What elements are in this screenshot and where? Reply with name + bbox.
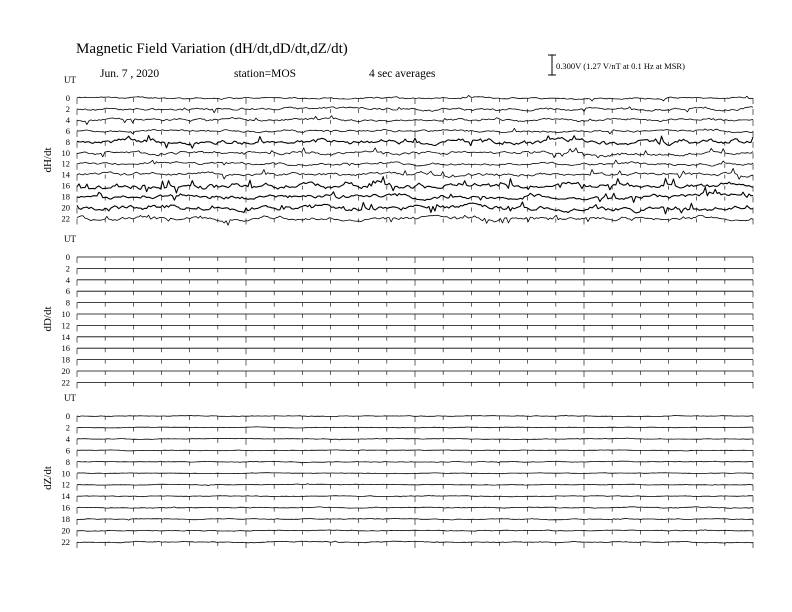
ut-row-label: 4 — [65, 114, 70, 125]
ut-row-label: 18 — [61, 514, 70, 525]
ut-row-label: 8 — [65, 456, 70, 467]
ut-row-label: 2 — [65, 263, 70, 274]
ut-row-label: 6 — [65, 445, 70, 456]
ut-axis-label: UT — [64, 75, 76, 85]
ut-row-label: 2 — [65, 103, 70, 114]
panel-dzdt — [42, 393, 753, 548]
ut-row-label: 0 — [65, 411, 70, 421]
panel-dddt — [42, 234, 753, 388]
ut-axis-label: UT — [64, 234, 76, 244]
ut-row-label: 4 — [65, 433, 70, 444]
trace-line — [77, 415, 753, 416]
ut-row-label: 14 — [61, 331, 70, 342]
station-label: station=MOS — [234, 68, 297, 80]
ut-row-label: 4 — [65, 274, 70, 285]
ut-row-label: 6 — [65, 125, 70, 136]
ut-row-label: 8 — [65, 297, 70, 308]
ut-row-label: 2 — [65, 422, 70, 433]
ut-row-label: 12 — [61, 158, 70, 169]
ut-row-label: 8 — [65, 136, 70, 147]
ut-row-label: 10 — [61, 309, 70, 319]
panel-dhdt — [42, 75, 753, 225]
ut-row-label: 6 — [65, 286, 70, 297]
ut-row-label: 0 — [65, 252, 70, 262]
ut-row-label: 0 — [65, 93, 70, 103]
scale-bar — [548, 55, 685, 75]
panel-ylabel: dH/dt — [42, 147, 54, 173]
ut-row-label: 22 — [61, 377, 70, 388]
ut-row-label: 12 — [61, 479, 70, 490]
trace-line — [77, 427, 753, 428]
ut-row-label: 14 — [61, 169, 70, 180]
ut-row-label: 16 — [61, 343, 70, 354]
ut-axis-label: UT — [64, 393, 76, 403]
panel-ylabel: dD/dt — [42, 306, 54, 332]
ut-row-label: 16 — [61, 180, 70, 191]
ut-row-label: 20 — [61, 366, 70, 376]
ut-row-label: 18 — [61, 354, 70, 365]
ut-row-label: 22 — [61, 213, 70, 224]
trace-line — [77, 160, 753, 166]
averaging-label: 4 sec averages — [369, 68, 436, 80]
ut-row-label: 10 — [61, 147, 70, 158]
ut-row-label: 20 — [61, 525, 70, 536]
ut-row-label: 14 — [61, 491, 70, 502]
ut-row-label: 22 — [61, 536, 70, 547]
ut-row-label: 10 — [61, 468, 70, 479]
figure-title: Magnetic Field Variation (dH/dt,dD/dt,dZ/dt) — [76, 41, 348, 57]
ut-row-label: 20 — [61, 202, 70, 213]
ut-row-label: 18 — [61, 191, 70, 202]
date-label: Jun. 7 , 2020 — [100, 68, 160, 80]
ut-row-label: 16 — [61, 502, 70, 513]
ut-row-label: 12 — [61, 320, 70, 331]
panel-ylabel: dZ/dt — [42, 466, 54, 490]
scale-note: 0.300V (1.27 V/nT at 0.1 Hz at MSR) — [556, 61, 685, 71]
trace-line — [77, 473, 753, 474]
